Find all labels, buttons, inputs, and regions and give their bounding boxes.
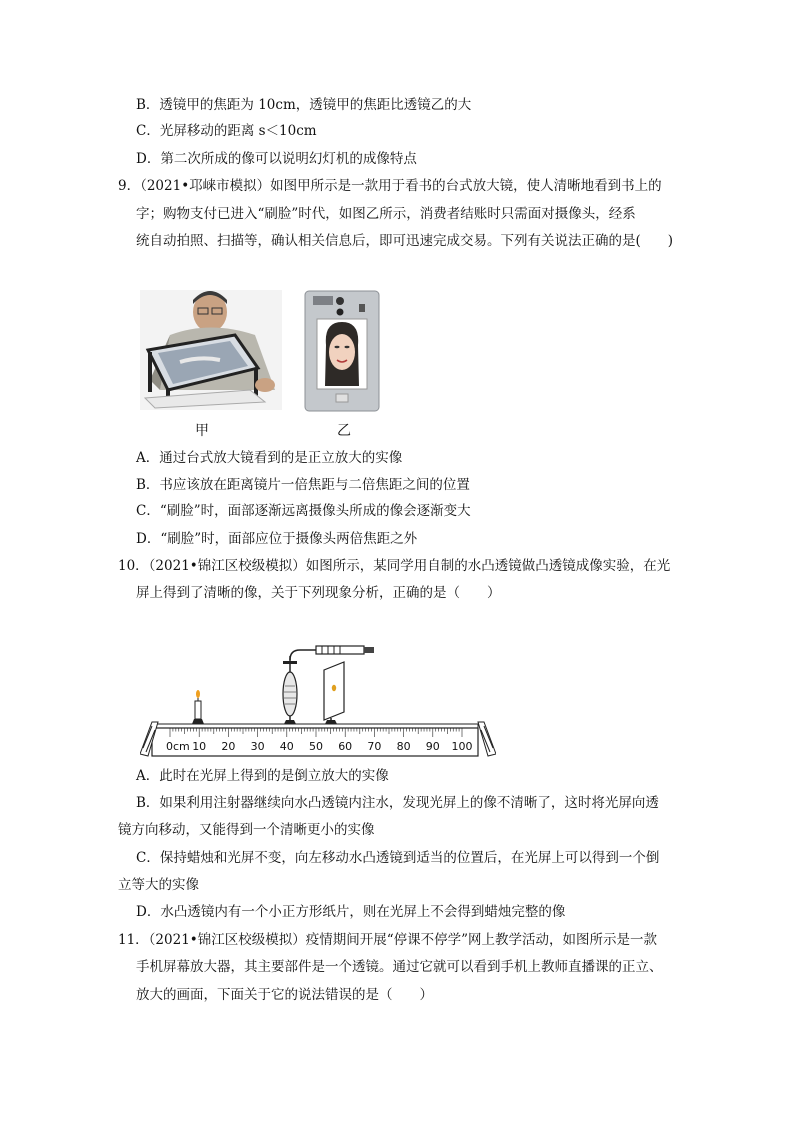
ruler-label: 0cm — [166, 740, 190, 753]
candle-icon — [192, 690, 204, 724]
q9-stem-line3: 统自动拍照、扫描等，确认相关信息后，即可迅速完成交易。下列有关说法正确的是( ) — [136, 233, 674, 249]
q10-stem-line2: 屏上得到了清晰的像，关于下列现象分析，正确的是（ ） — [136, 585, 501, 601]
q10-option-b-line1: B．如果利用注射器继续向水凸透镜内注水，发现光屏上的像不清晰了，这时将光屏向透 — [136, 795, 659, 811]
figure-caption-yi: 乙 — [337, 423, 351, 439]
q9-stem-line1: 9．（2021•邛崃市模拟）如图甲所示是一款用于看书的台式放大镜，使人清晰地看到书上的 — [118, 178, 662, 194]
ruler-label: 100 — [451, 740, 473, 753]
face-recognition-terminal — [304, 290, 380, 412]
desk-magnifier-photo — [140, 290, 282, 410]
q9-option-b: B．书应该放在距离镜片一倍焦距与二倍焦距之间的位置 — [136, 477, 470, 493]
syringe-icon — [290, 646, 374, 660]
q8-option-b: B．透镜甲的焦距为 10cm，透镜甲的焦距比透镜乙的大 — [136, 97, 472, 113]
ruler-label: 80 — [396, 740, 411, 753]
ruler-label: 70 — [367, 740, 382, 753]
q11-stem-line3: 放大的画面，下面关于它的说法错误的是（ ） — [136, 987, 433, 1003]
q10-option-c-line2: 立等大的实像 — [118, 877, 199, 893]
q10-option-d: D．水凸透镜内有一个小正方形纸片，则在光屏上不会得到蜡烛完整的像 — [136, 904, 566, 920]
ruler-label: 60 — [338, 740, 353, 753]
light-screen-icon — [324, 662, 344, 724]
q10-option-a: A．此时在光屏上得到的是倒立放大的实像 — [136, 768, 389, 784]
ruler-label: 50 — [309, 740, 323, 753]
q9-option-d: D．“刷脸”时，面部应位于摄像头两倍焦距之外 — [136, 531, 418, 547]
ruler-label: 90 — [425, 740, 440, 753]
q11-stem-line1: 11．（2021•锦江区校级模拟）疫情期间开展“停课不停学”网上教学活动，如图所示是一款 — [118, 932, 658, 948]
water-lens-icon — [283, 656, 297, 724]
q9-option-a: A．通过台式放大镜看到的是正立放大的实像 — [136, 450, 403, 466]
ruler-label: 30 — [250, 740, 265, 753]
q10-option-b-line2: 镜方向移动，又能得到一个清晰更小的实像 — [118, 822, 375, 838]
ruler-label: 10 — [192, 740, 207, 753]
figure-caption-jia: 甲 — [195, 423, 209, 439]
ruler-label: 20 — [221, 740, 236, 753]
q9-stem-line2: 字；购物支付已进入“刷脸”时代，如图乙所示，消费者结账时只需面对摄像头，经系 — [136, 206, 636, 222]
q11-stem-line2: 手机屏幕放大器，其主要部件是一个透镜。通过它就可以看到手机上教师直播课的正立、 — [136, 959, 663, 975]
q10-option-c-line1: C．保持蜡烛和光屏不变，向左移动水凸透镜到适当的位置后，在光屏上可以得到一个倒 — [136, 850, 660, 866]
optical-bench-diagram — [140, 636, 496, 762]
q10-stem-line1: 10．（2021•锦江区校级模拟）如图所示，某同学用自制的水凸透镜做凸透镜成像实验，在光 — [118, 558, 671, 574]
q9-option-c: C．“刷脸”时，面部逐渐远离摄像头所成的像会逐渐变大 — [136, 503, 471, 519]
q8-option-d: D．第二次所成的像可以说明幻灯机的成像特点 — [136, 151, 417, 167]
q8-option-c: C．光屏移动的距离 s＜10cm — [136, 123, 317, 139]
ruler-label: 40 — [279, 740, 294, 753]
